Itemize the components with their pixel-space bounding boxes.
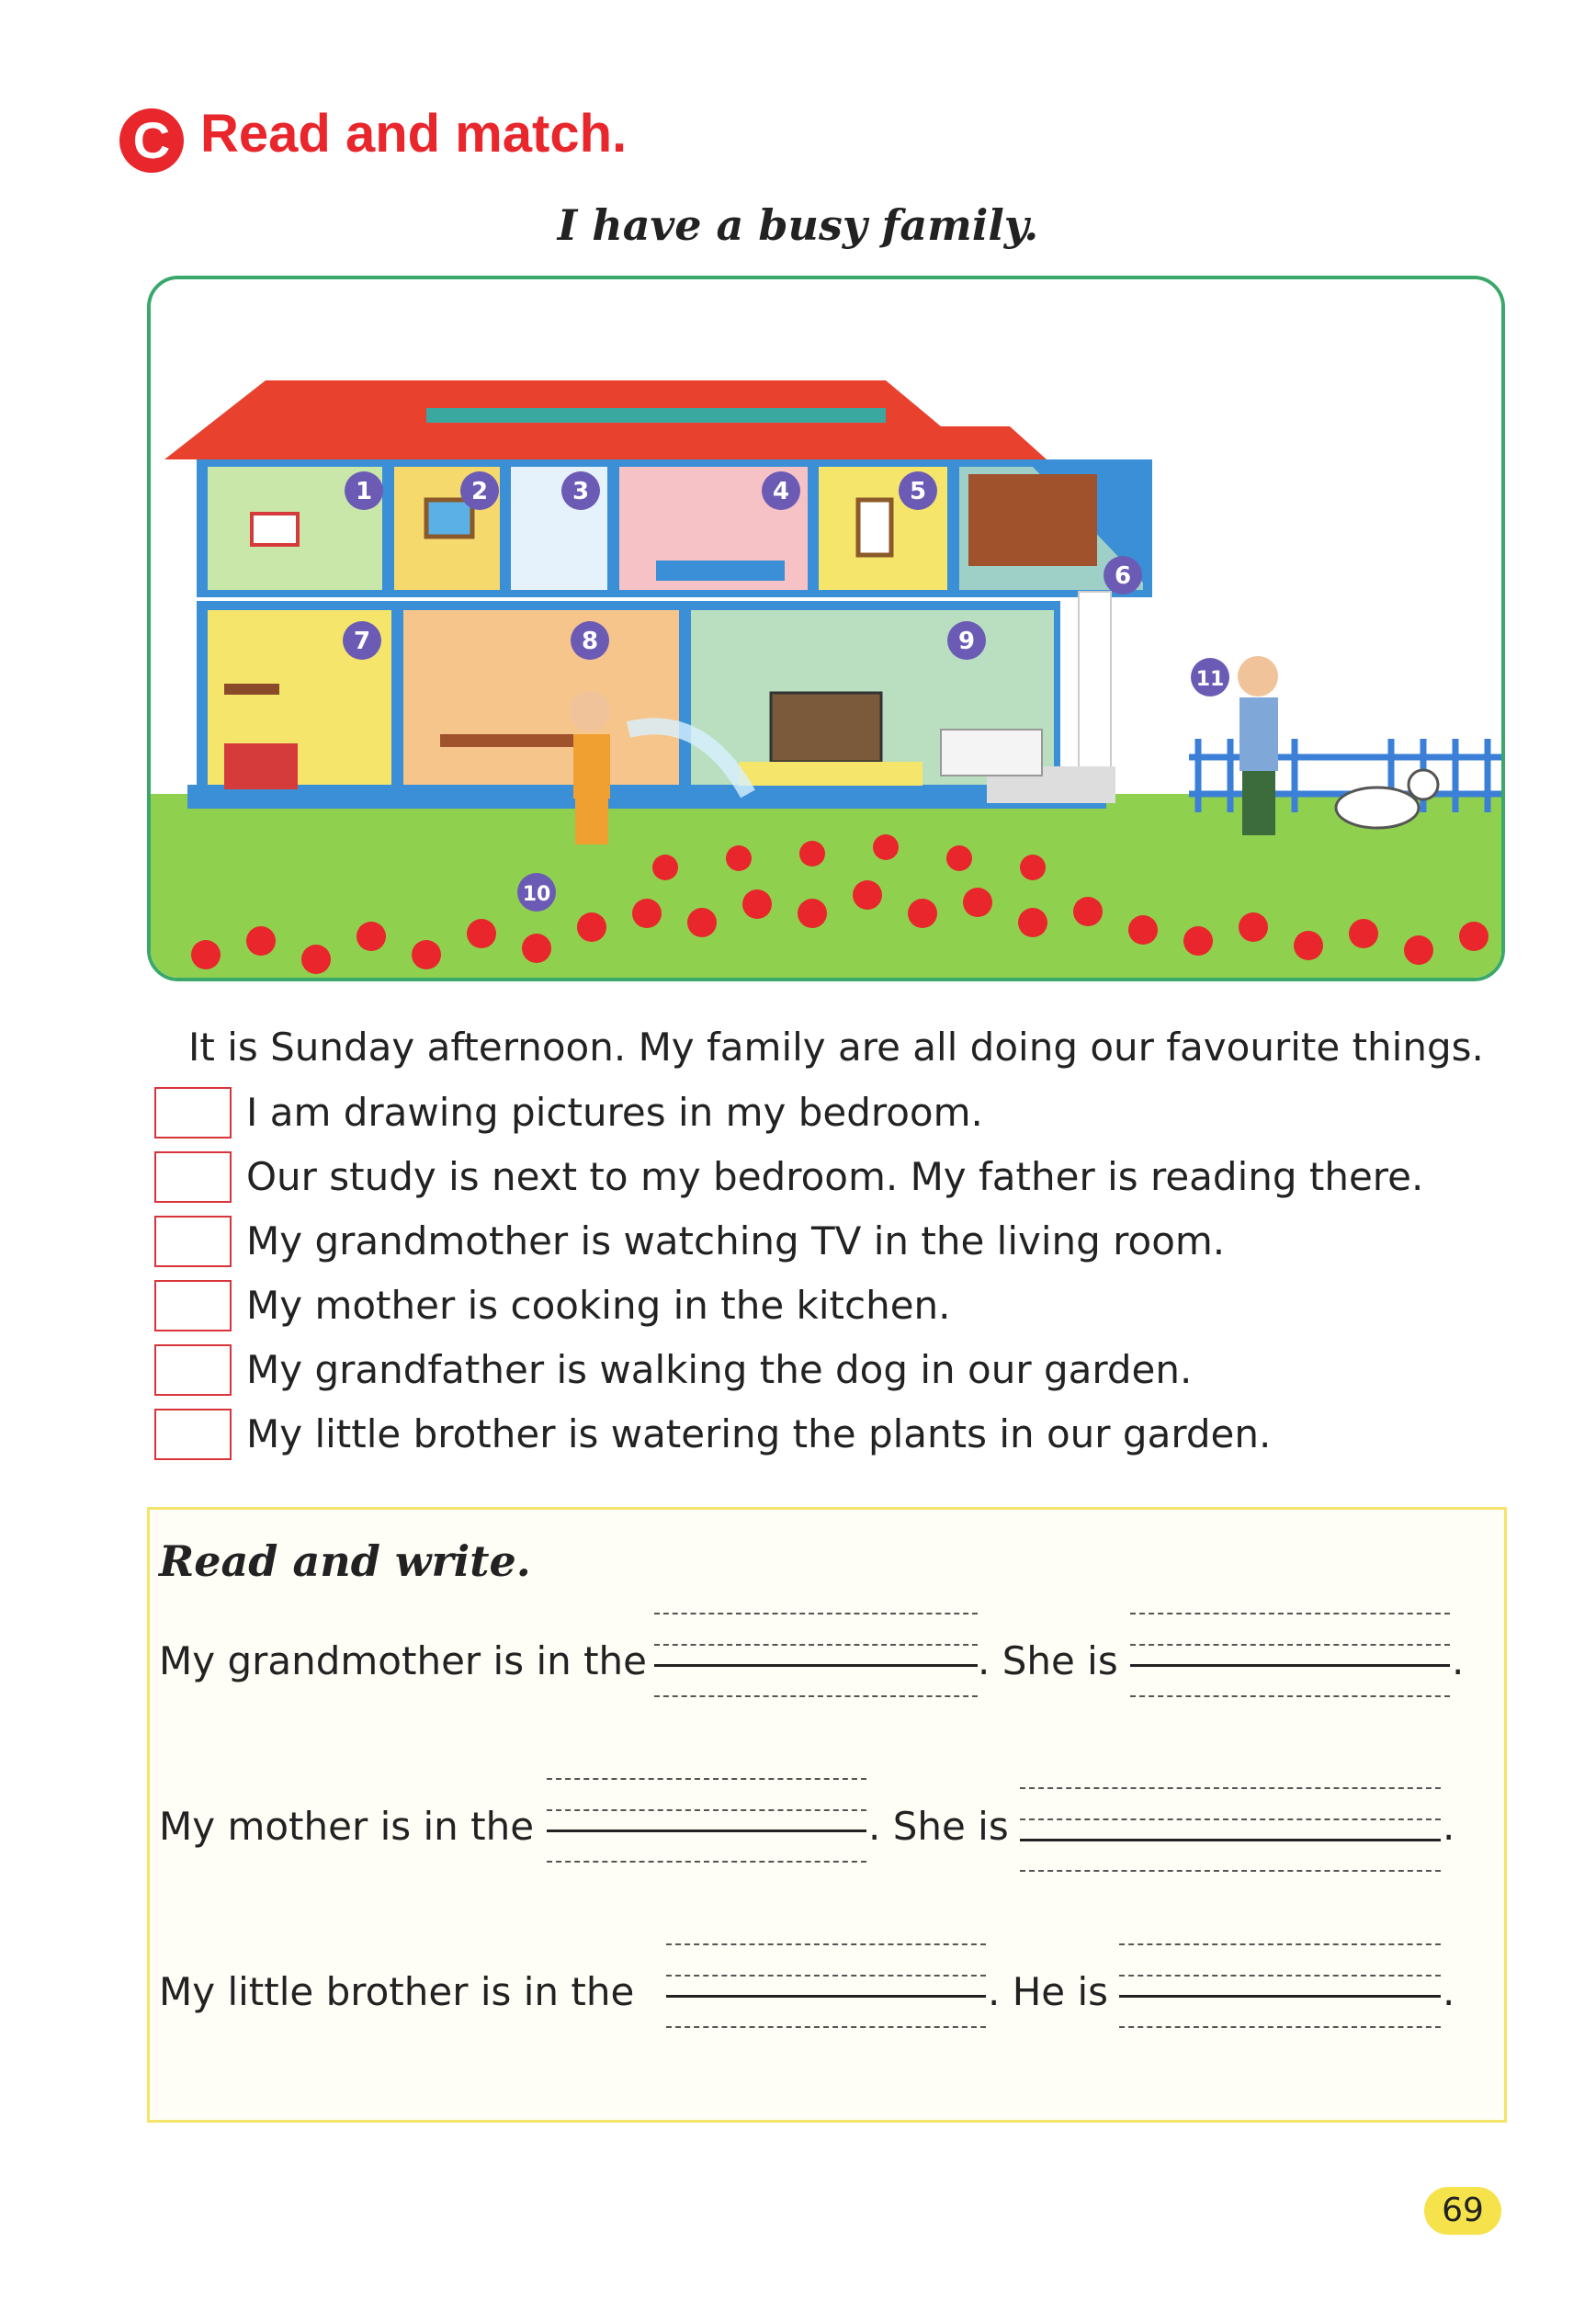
sofa — [941, 730, 1042, 776]
label-5 — [899, 471, 937, 510]
rw-row2-middle: . She is — [868, 1804, 1009, 1849]
answer-box[interactable] — [154, 1409, 232, 1460]
rw-row2-end: . — [1443, 1804, 1455, 1849]
grandfather — [1238, 656, 1278, 835]
label-4-text: 4 — [772, 478, 790, 505]
label-5-text: 5 — [909, 478, 927, 505]
rw-row3-middle: . He is — [988, 1969, 1109, 2014]
rw-row2-blank1[interactable] — [547, 1778, 866, 1863]
label-7-text: 7 — [353, 628, 371, 655]
story-title: I have a busy family. — [557, 200, 1039, 250]
answer-box[interactable] — [154, 1216, 232, 1267]
rw-row2-blank2[interactable] — [1020, 1787, 1441, 1872]
answer-box[interactable] — [154, 1151, 232, 1203]
label-6 — [1104, 556, 1142, 595]
tv — [771, 693, 881, 762]
read-and-write-title: Read and write. — [159, 1536, 531, 1586]
label-2 — [460, 471, 499, 510]
label-8-text: 8 — [581, 628, 599, 655]
section-title: Read and match. — [200, 104, 628, 164]
label-1 — [345, 471, 383, 510]
rw-row3-blank2[interactable] — [1119, 1943, 1441, 2028]
dining-table — [440, 734, 587, 747]
label-11 — [1191, 658, 1229, 697]
rw-row1-blank2[interactable] — [1130, 1613, 1450, 1697]
label-9 — [947, 621, 986, 660]
label-10 — [517, 873, 556, 912]
label-1-text: 1 — [355, 478, 373, 505]
rw-row1-blank1[interactable] — [654, 1613, 978, 1697]
rw-row3-blank1[interactable] — [666, 1943, 986, 2028]
label-3 — [561, 471, 600, 510]
sentence-text: My grandmother is watching TV in the living room. — [246, 1218, 1226, 1263]
label-8 — [571, 621, 609, 660]
boy — [570, 691, 610, 844]
rw-row2-prefix: My mother is in the — [159, 1804, 535, 1849]
label-10-text: 10 — [522, 883, 551, 906]
rw-row1-middle: . She is — [978, 1638, 1118, 1683]
label-3-text: 3 — [572, 478, 590, 505]
house-illustration — [147, 276, 1505, 981]
rw-row1-prefix: My grandmother is in the — [159, 1638, 648, 1683]
page-number: 69 — [1424, 2187, 1501, 2235]
answer-box[interactable] — [154, 1280, 232, 1331]
label-4 — [762, 471, 800, 510]
sentence-text: My mother is cooking in the kitchen. — [246, 1283, 951, 1328]
section-badge: C — [119, 108, 184, 173]
label-11-text: 11 — [1195, 668, 1225, 691]
rw-row3-end: . — [1443, 1969, 1455, 2014]
answer-box[interactable] — [154, 1087, 232, 1139]
label-9-text: 9 — [957, 628, 976, 655]
label-2-text: 2 — [470, 478, 489, 505]
sentence-text: My grandfather is walking the dog in our garden. — [246, 1347, 1193, 1392]
rw-row3-prefix: My little brother is in the — [159, 1969, 635, 2014]
sentence-text: Our study is next to my bedroom. My father is reading there. — [246, 1154, 1424, 1199]
story-intro: It is Sunday afternoon. My family are all doing our favourite things. — [188, 1025, 1484, 1070]
label-7 — [343, 621, 381, 660]
answer-box[interactable] — [154, 1344, 232, 1396]
rw-row1-end: . — [1452, 1638, 1465, 1683]
sentence-text: My little brother is watering the plants in our garden. — [246, 1411, 1272, 1456]
label-6-text: 6 — [1114, 562, 1132, 590]
sentence-text: I am drawing pictures in my bedroom. — [246, 1090, 983, 1135]
